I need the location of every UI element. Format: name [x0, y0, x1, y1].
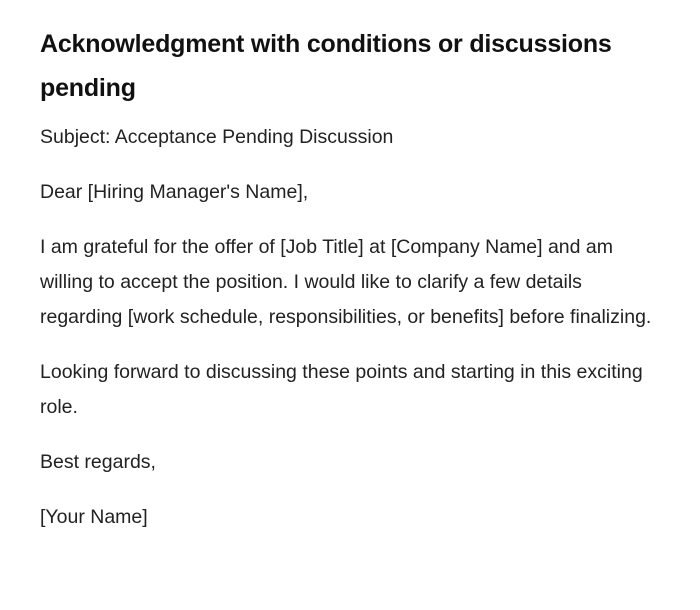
- body-paragraph-1: I am grateful for the offer of [Job Title] at [Company Name] and am willing to accept the position. I would like to clarify a few details regarding [work schedule, responsibilities, or benefits] before finalizing.: [40, 236, 652, 328]
- closing: Best regards,: [40, 451, 156, 473]
- signature: [Your Name]: [40, 506, 148, 528]
- body-paragraph-2: Looking forward to discussing these points and starting in this exciting role.: [40, 361, 643, 418]
- document-title: Acknowledgment with conditions or discussions pending: [40, 30, 612, 102]
- subject-line: Subject: Acceptance Pending Discussion: [40, 126, 394, 148]
- greeting: Dear [Hiring Manager's Name],: [40, 181, 309, 203]
